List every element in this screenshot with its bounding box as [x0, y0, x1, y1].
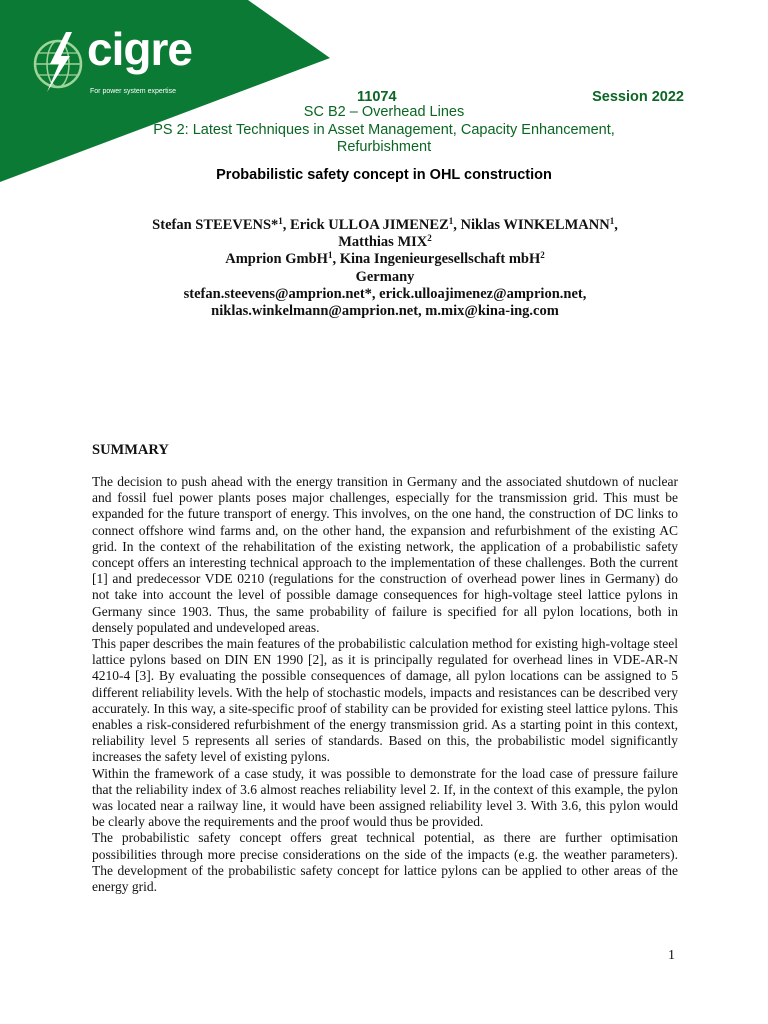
author-name: Amprion GmbH — [225, 251, 328, 268]
affiliation-marker: 1 — [327, 250, 333, 261]
country: Germany — [355, 268, 415, 285]
emails-line1: stefan.steevens@amprion.net*, erick.ulloajimenez@amprion.net, — [183, 285, 587, 302]
author-name: Stefan STEEVENS* — [152, 217, 279, 233]
paper-number: 11074 — [357, 89, 397, 105]
preferential-subject-line1: PS 2: Latest Techniques in Asset Management, Capacity Enhancement, — [153, 122, 615, 138]
summary-paragraph: Within the framework of a case study, it was possible to demonstrate for the load case of pressure failure that the reliability index of 3.6 almost reaches reliability level 2. If, in the context of this example, the pylon was located near a railway line, it would have been assigned reliability level 3. With 3.6, this pylon would be clearly above the requirements and the proof would thus be provided. — [92, 765, 678, 830]
author-name: Niklas WINKELMANN — [460, 217, 610, 233]
emails-line2: niklas.winkelmann@amprion.net, m.mix@kina-ing.com — [211, 303, 559, 320]
affiliation-marker: 2 — [540, 250, 545, 261]
cigre-logo — [32, 23, 202, 100]
paper-title: Probabilistic safety concept in OHL construction — [216, 167, 552, 183]
summary-paragraph: The decision to push ahead with the energy transition in Germany and the associated shutdown of nuclear and fossil fuel power plants poses major challenges, especially for the transmission grid. This must be expanded for the future transport of energy. This involves, on the one hand, the construction of DC links to connect offshore wind farms and, on the other hand, the expansion and refurbishment of the existing AC grid. In the context of the rehabilitation of the existing network, the application of a probabilistic safety concept offers an interesting technical approach to the implementation of these challenges. Both the current [1] and predecessor VDE 0210 (regulations for the construction of overhead power lines in Germany) do not take into account the level of possible damage consequences for high-voltage steel lattice pylons in Germany since 1903. Thus, the same probability of failure is specified for all pylon locations, both in densely populated and undeveloped areas. — [92, 474, 678, 635]
affiliation-marker: 2 — [427, 233, 432, 244]
affiliation-marker: 1 — [278, 216, 283, 226]
affiliations: Amprion GmbH$^1$, Kina Ingenieurgesellschaft mbH$^2$ — [225, 250, 545, 268]
summary-heading: SUMMARY — [92, 442, 169, 458]
study-committee: SC B2 – Overhead Lines — [303, 104, 465, 120]
summary-body — [92, 474, 678, 895]
author-name: Kina Ingenieurgesellschaft mbH — [339, 251, 541, 268]
author-name: Erick ULLOA JIMENEZ — [290, 217, 449, 233]
page-number: 1 — [668, 948, 675, 963]
logo-wordmark: cigre — [87, 23, 192, 75]
summary-paragraph: The probabilistic safety concept offers great technical potential, as there are further optimisation possibilities through more precise considerations on the side of the impacts (e.g. the weather parameters). The development of the probabilistic safety concept for lattice pylons can be applied to other areas of the energy grid. — [92, 830, 678, 895]
affiliation-marker: 1 — [448, 216, 454, 226]
preferential-subject-line2: Refurbishment — [336, 139, 432, 155]
author-block — [92, 217, 678, 320]
author-names-line1: Stefan STEEVENS*$^1$, Erick ULLOA JIMENEZ$^1$, Niklas WINKELMANN$^1$, — [152, 216, 618, 233]
session-label: Session 2022 — [592, 89, 684, 105]
author-names-line2 — [92, 234, 678, 251]
globe-lightning-icon — [32, 30, 84, 92]
logo-tagline: For power system expertise — [90, 88, 176, 95]
summary-paragraph: This paper describes the main features of the probabilistic calculation method for existing high-voltage steel lattice pylons based on DIN EN 1990 [2], as it is principally regulated for overhead lines in VDE-AR-N 4210-4 [3]. By evaluating the possible consequences of damage, all pylon locations can be assigned to 5 different reliability levels. With the help of stochastic models, impacts and resistances can be described very accurately. In this way, a site-specific proof of stability can be provided for existing steel lattice pylons. This enables a risk-considered refurbishment of the energy transmission grid. As a starting point in this context, reliability level 5 represents all series of standards. Based on this, the probabilistic model significantly increases the safety level of existing pylons. — [92, 636, 678, 765]
author-name: Matthias MIX — [338, 234, 428, 251]
affiliation-marker: 1 — [609, 216, 615, 226]
